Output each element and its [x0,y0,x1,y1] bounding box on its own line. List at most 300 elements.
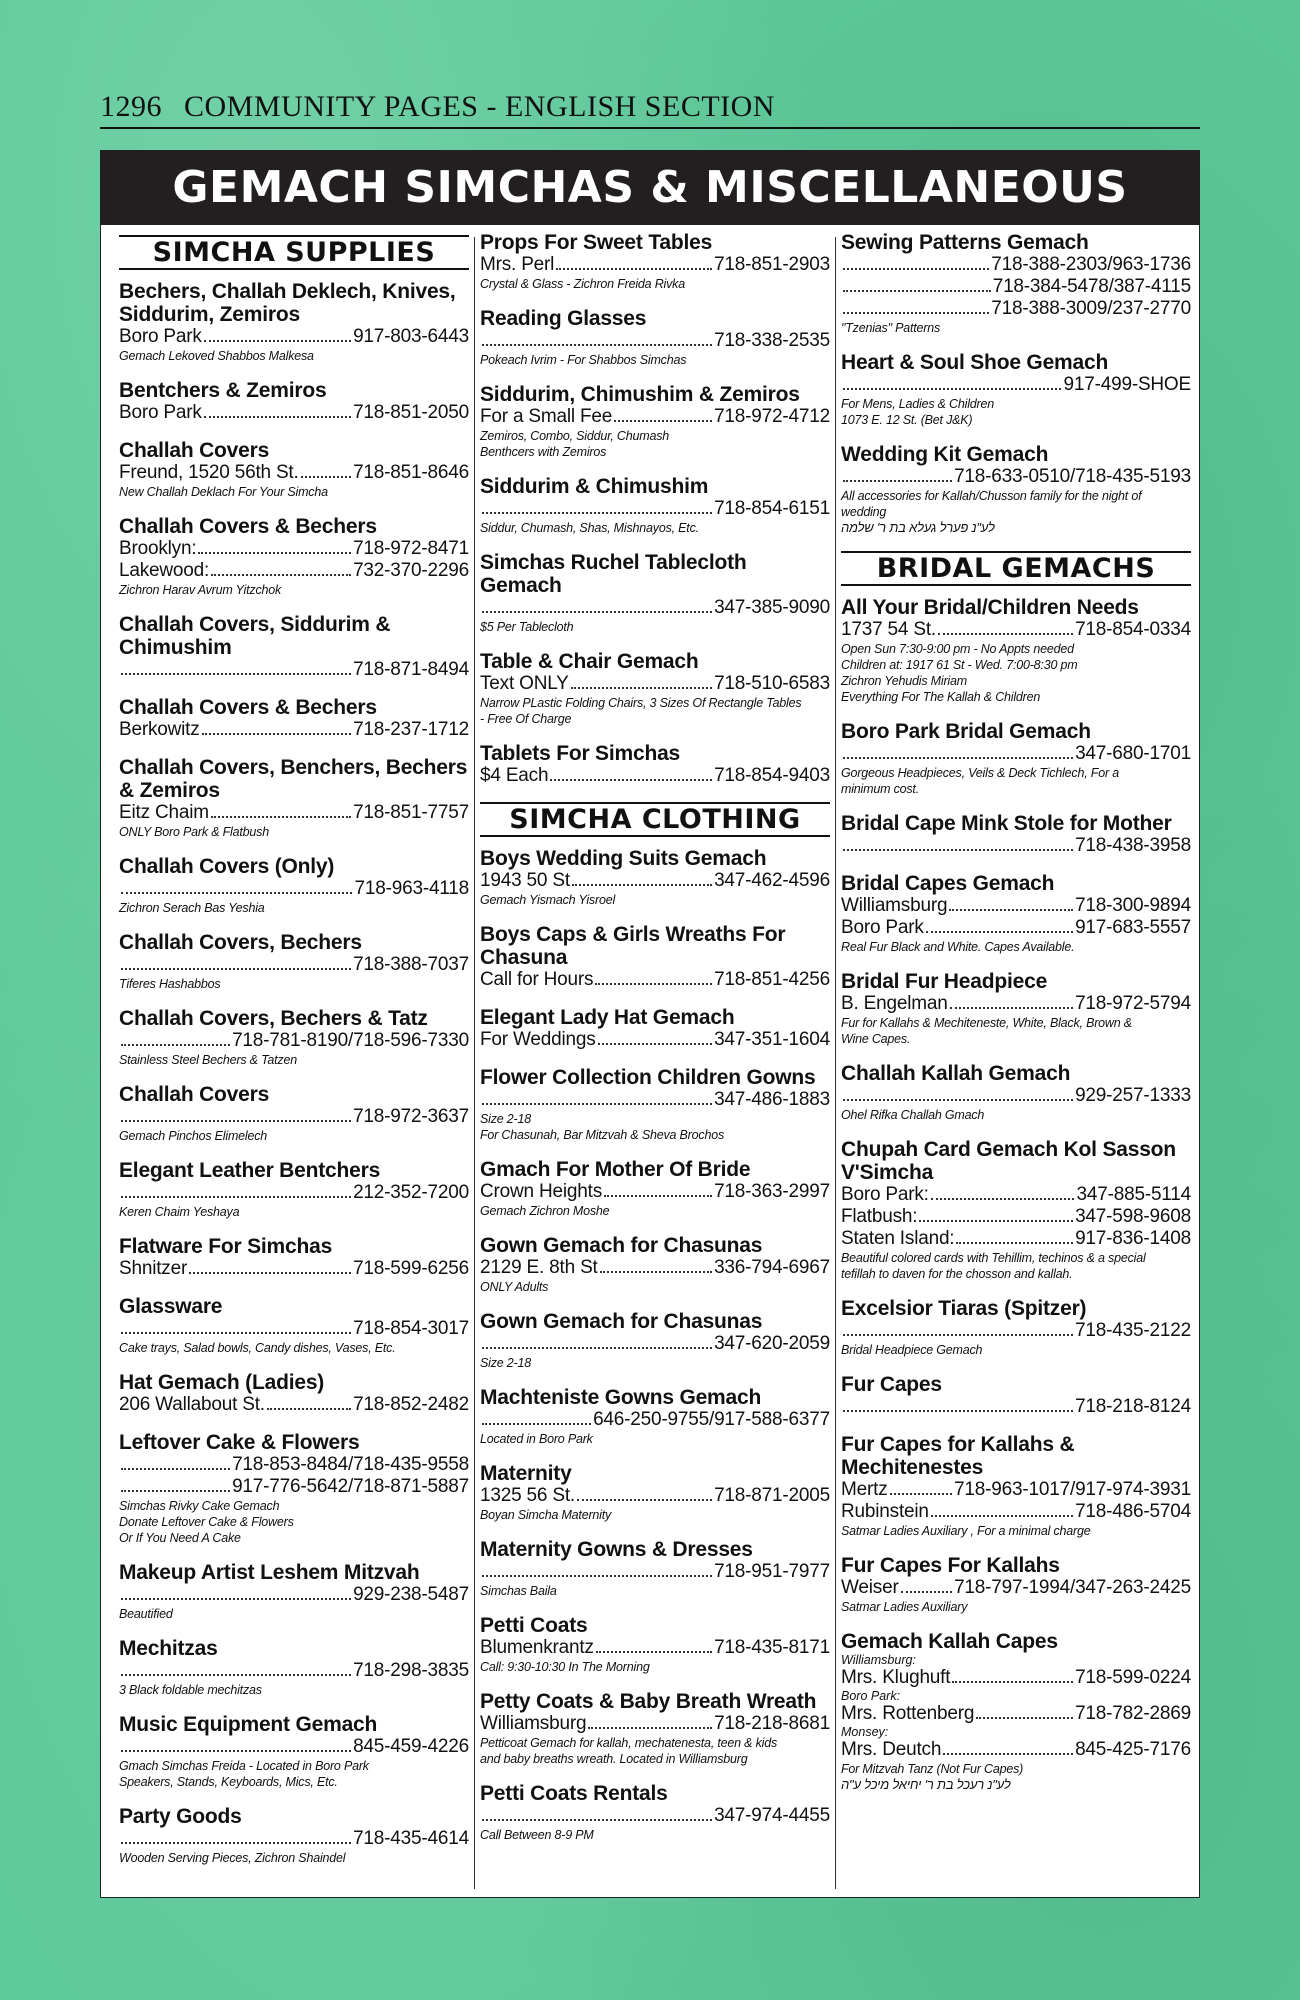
listing-entry [119,439,469,500]
phone-number: 347-351-1604 [714,1029,830,1050]
listing-name: Bridal Capes Gemach [841,872,1055,895]
dot-leader [198,552,351,554]
dot-leader [843,1099,1073,1101]
listing-entry [480,1462,830,1523]
listing-entry [841,1630,1191,1793]
listing-note: Gmach Simchas Freida - Located in Boro Park [119,1759,369,1773]
listing-label: For a Small Fee [480,406,613,427]
listing-entry [119,515,469,598]
phone-number: 347-620-2059 [714,1333,830,1354]
phone-number: 718-298-3835 [353,1660,469,1681]
section-heading-simcha-clothing: SIMCHA CLOTHING [480,802,830,837]
page-header [100,90,1200,124]
listing-name: Maternity Gowns & Dresses [480,1538,753,1561]
listing-note: 1073 E. 12 St. (Bet J&K) [841,413,973,427]
listing-line [480,1333,830,1355]
listing-line [841,1320,1191,1342]
listing-line [841,374,1191,396]
dot-leader [604,1195,712,1197]
listing-note: Children at: 1917 61 St - Wed. 7:00-8:30 pm [841,658,1078,672]
listing-note: Stainless Steel Bechers & Tatzen [119,1053,297,1067]
listing-name: Challah Covers [119,1083,270,1106]
phone-number: 718-338-2535 [714,330,830,351]
listing-note: Real Fur Black and White. Capes Available. [841,940,1075,954]
listing-label: 2129 E. 8th St [480,1257,598,1278]
dot-leader [482,1819,712,1821]
listing-entry [480,307,830,368]
listing-entry [119,1235,469,1280]
phone-number: 917-836-1408 [1075,1228,1191,1249]
listing-entry [480,231,830,292]
phone-number: 845-459-4226 [353,1736,469,1757]
listing-note: Cake trays, Salad bowls, Candy dishes, Vases, Etc. [119,1341,396,1355]
dot-leader [121,1490,230,1492]
listing-entry [119,696,469,741]
listing-line [480,870,830,892]
listing-entry [480,1006,830,1051]
listing-label: Crown Heights [480,1181,603,1202]
listing-entry [841,812,1191,857]
listing-name: Gmach For Mother Of Bride [480,1158,751,1181]
listing-label: Mrs. Deutch [841,1739,942,1760]
listing-line [119,659,469,681]
listing-entry [480,742,830,787]
listing-line [841,466,1191,488]
listing-entry [841,231,1191,336]
phone-number: 718-972-3637 [353,1106,469,1127]
dot-leader [943,1753,1073,1755]
dot-leader [121,1842,351,1844]
phone-number: 917-683-5557 [1075,917,1191,938]
listing-line [480,1257,830,1279]
listing-note: Speakers, Stands, Keyboards, Mics, Etc. [119,1775,338,1789]
dot-leader [121,1196,351,1198]
listing-name: Challah Covers & Bechers [119,696,377,719]
listing-note: All accessories for Kallah/Chusson family for the night of [841,489,1142,503]
listing-note: Or If You Need A Cake [119,1531,241,1545]
dot-leader [189,1272,351,1274]
header-rule [100,127,1200,129]
dot-leader [482,611,712,613]
dot-leader [843,480,952,482]
listing-note: Beautiful colored cards with Tehillim, techinos & a special [841,1251,1146,1265]
phone-number: 718-797-1994/347-263-2425 [954,1577,1191,1598]
listing-entry [480,1386,830,1447]
listing-note: Tiferes Hashabbos [119,977,221,991]
listing-note: Gemach Pinchos Elimelech [119,1129,268,1143]
listing-name: Props For Sweet Tables [480,231,713,254]
dot-leader [556,268,712,270]
gemach-kallah-capes-entry [841,1630,1191,1793]
listing-entry [119,1007,469,1068]
bridal-gemachs-list [841,596,1191,1615]
listing-note: Call: 9:30-10:30 In The Morning [480,1660,650,1674]
listing-note: ONLY Adults [480,1280,549,1294]
dot-leader [482,1575,712,1577]
listing-name: Challah Covers, Bechers [119,931,362,954]
listing-line [480,1805,830,1827]
dot-leader [211,816,351,818]
listing-name: Fur Capes For Kallahs [841,1554,1060,1577]
phone-number: 718-486-5704 [1075,1501,1191,1522]
dot-leader [956,1242,1073,1244]
listing-name: Boys Wedding Suits Gemach [480,847,767,870]
listing-line [119,1182,469,1204]
dot-leader [121,1674,351,1676]
listing-line [480,1637,830,1659]
listing-note: Narrow PLastic Folding Chairs, 3 Sizes Of Rectangle Tables [480,696,802,710]
listing-line [841,1396,1191,1418]
listing-note: Size 2-18 [480,1356,532,1370]
listing-name: Challah Covers, Bechers & Tatz [119,1007,428,1030]
listing-line [480,1409,830,1431]
listing-line [841,1184,1191,1206]
listing-name: Tablets For Simchas [480,742,681,765]
dot-leader [843,1410,1073,1412]
dot-leader [550,779,712,781]
phone-number: 718-633-0510/718-435-5193 [954,466,1191,487]
listing-entry [480,847,830,908]
phone-number: 718-300-9894 [1075,895,1191,916]
listing-note: Gorgeous Headpieces, Veils & Deck Tichlech, For a [841,766,1119,780]
listing-label: $4 Each [480,765,549,786]
phone-number: 718-851-2050 [353,402,469,423]
listing-line [119,802,469,824]
listing-entry [480,475,830,536]
listing-line [119,1660,469,1682]
phone-number: 917-803-6443 [353,326,469,347]
listing-entry [480,1158,830,1219]
listing-line [480,1029,830,1051]
phone-number: 718-599-6256 [353,1258,469,1279]
listing-line [119,1394,469,1416]
listing-line [841,254,1191,276]
listing-note: Petticoat Gemach for kallah, mechatenesta, teen & kids [480,1736,778,1750]
listing-name: Challah Kallah Gemach [841,1062,1071,1085]
listing-label: Text ONLY [480,673,569,694]
dot-leader [202,733,352,735]
listing-name: Party Goods [119,1805,242,1828]
listing-line [119,402,469,424]
column-divider [835,237,836,1889]
listing-note: For Mitzvah Tanz (Not Fur Capes) [841,1762,1024,1776]
listing-label: 1325 56 St. [480,1485,575,1506]
listing-line [841,743,1191,765]
listing-note: Keren Chaim Yeshaya [119,1205,240,1219]
listing-name: Petti Coats Rentals [480,1782,668,1805]
listing-line [841,895,1191,917]
phone-number: 718-435-2122 [1075,1320,1191,1341]
listing-line [119,326,469,348]
listing-note: Gemach Zichron Moshe [480,1204,610,1218]
listing-label: Staten Island: [841,1228,955,1249]
dot-leader [572,884,712,886]
listing-note: Boyan Simcha Maternity [480,1508,612,1522]
listing-note: Zichron Harav Avrum Yitzchok [119,583,282,597]
listing-name: Bridal Cape Mink Stole for Mother [841,812,1172,835]
listing-name: Sewing Patterns Gemach [841,231,1089,254]
listing-name: Challah Covers, Benchers, Bechers & Zemiros [119,756,468,802]
listing-note: ONLY Boro Park & Flatbush [119,825,269,839]
dot-leader [301,476,351,478]
listing-line [841,276,1191,298]
listing-name: Reading Glasses [480,307,647,330]
phone-number: 718-963-4118 [354,878,469,899]
phone-number: 718-871-8494 [353,659,469,680]
dot-leader [950,1007,1073,1009]
column-1 [119,231,469,1897]
listing-label: Boro Park [119,326,202,347]
listing-line [480,254,830,276]
listing-line [480,969,830,991]
dot-leader [976,1717,1073,1719]
listing-label: Flatbush: [841,1206,918,1227]
dot-leader [121,1044,230,1046]
phone-number: 347-974-4455 [714,1805,830,1826]
listing-label: 206 Wallabout St. [119,1394,265,1415]
listing-label: 1737 54 St. [841,619,936,640]
listing-label: For Weddings [480,1029,596,1050]
listing-line [119,1106,469,1128]
dot-leader [843,290,991,292]
dot-leader [482,512,712,514]
listing-note: Crystal & Glass - Zichron Freida Rivka [480,277,685,291]
listing-label: Weiser [841,1577,899,1598]
listing-line [841,1501,1191,1523]
listing-entry [480,1538,830,1599]
listing-label: Boro Park [841,917,924,938]
dot-leader [267,1408,351,1410]
listing-label: Boro Park [119,402,202,423]
page-number: 1296 [100,90,162,123]
listing-label: 1943 50 St [480,870,570,891]
listing-line [480,1181,830,1203]
phone-number: 917-499-SHOE [1063,374,1191,395]
simcha-clothing-list [480,847,830,1843]
phone-number: 718-854-9403 [714,765,830,786]
listing-label: Berkowitz [119,719,200,740]
listing-entry [119,1805,469,1866]
dot-leader [588,1727,712,1729]
listing-label: Mrs. Klughuft [841,1667,951,1688]
listing-label: Shnitzer [119,1258,188,1279]
listing-label: Mrs. Rottenberg [841,1703,975,1724]
listing-name: Challah Covers [119,439,270,462]
listing-name: Music Equipment Gemach [119,1713,378,1736]
listing-label: Lakewood: [119,560,210,581]
listing-label: Rubinstein [841,1501,929,1522]
listing-name: Siddurim, Chimushim & Zemiros [480,383,800,406]
listing-line [119,1258,469,1280]
phone-number: 718-851-7757 [353,802,469,823]
listing-name: Hat Gemach (Ladies) [119,1371,325,1394]
listing-note: and baby breaths wreath. Located in Williamsburg [480,1752,748,1766]
listing-entry [480,1310,830,1371]
section-heading-simcha-supplies: SIMCHA SUPPLIES [119,235,469,270]
phone-number: 718-951-7977 [714,1561,830,1582]
listing-entry [841,1433,1191,1539]
listing-entry [480,551,830,635]
listing-note: Size 2-18 [480,1112,532,1126]
listing-entry [119,1295,469,1356]
listing-entry [841,443,1191,536]
listing-note: Wooden Serving Pieces, Zichron Shaindel [119,1851,346,1865]
dot-leader [121,968,351,970]
dot-leader [926,931,1073,933]
phone-number: 718-854-3017 [353,1318,469,1339]
listing-note: wedding [841,505,887,519]
listing-label: Williamsburg [480,1713,587,1734]
phone-number: 929-238-5487 [353,1584,469,1605]
listing-note: "Tzenias" Patterns [841,321,941,335]
listing-label: Williamsburg [841,895,948,916]
phone-number: 845-425-7176 [1075,1739,1191,1760]
dot-leader [843,268,989,270]
dot-leader [121,1120,351,1122]
dot-leader [121,1750,351,1752]
listing-label: Blumenkrantz [480,1637,594,1658]
listing-note: Ohel Rifka Challah Gmach [841,1108,985,1122]
phone-number: 718-851-4256 [714,969,830,990]
dot-leader [938,633,1073,635]
listing-entry [119,1159,469,1220]
listing-note: For Mens, Ladies & Children [841,397,995,411]
listing-entry [480,1690,830,1767]
dot-leader [482,1423,591,1425]
dot-leader [949,909,1073,911]
listing-line [119,878,469,900]
dot-leader [901,1591,952,1593]
listing-name: Challah Covers, Siddurim & Chimushim [119,613,391,659]
area-label: Monsey: [841,1725,889,1739]
listing-entry [841,1373,1191,1418]
area-label: Boro Park: [841,1689,901,1703]
dot-leader [931,1515,1073,1517]
listing-line [480,1485,830,1507]
listing-name: Gown Gemach for Chasunas [480,1310,763,1333]
dot-leader [843,312,989,314]
listing-entry [119,1561,469,1622]
phone-number: 718-363-2997 [714,1181,830,1202]
listing-name: Bechers, Challah Deklech, Knives, Siddurim, Zemiros [119,280,456,326]
phone-number: 718-599-0224 [1075,1667,1191,1688]
phone-number: 347-680-1701 [1075,743,1191,764]
listing-name: Challah Covers (Only) [119,855,335,878]
listing-name: Chupah Card Gemach Kol Sasson V'Simcha [841,1138,1176,1184]
listing-name: Flower Collection Children Gowns [480,1066,816,1089]
listing-entry [841,596,1191,705]
listing-line [119,1584,469,1606]
listing-note: New Challah Deklach For Your Simcha [119,485,328,499]
listing-label: Eitz Chaim [119,802,209,823]
listing-note: Pokeach Ivrim - For Shabbos Simchas [480,353,687,367]
listing-name: Wedding Kit Gemach [841,443,1049,466]
area-label: Williamsburg: [841,1653,916,1667]
listing-label: Boro Park: [841,1184,929,1205]
clothing-list-continued [841,231,1191,536]
phone-number: 718-237-1712 [353,719,469,740]
dot-leader [843,849,1073,851]
listing-name: Gemach Kallah Capes [841,1630,1058,1653]
listing-line [480,1713,830,1735]
dot-leader [204,416,351,418]
listing-name: Table & Chair Gemach [480,650,699,673]
listing-name: Bridal Fur Headpiece [841,970,1048,993]
listing-entry [841,351,1191,428]
dot-leader [577,1499,712,1501]
listing-line [480,597,830,619]
listing-label: B. Engelman [841,993,948,1014]
listing-note: Call Between 8-9 PM [480,1828,594,1842]
listing-note: Beautified [119,1607,173,1621]
main-title: GEMACH SIMCHAS & MISCELLANEOUS [101,151,1199,225]
dot-leader [614,420,712,422]
listing-line [841,1667,1191,1689]
phone-number: 718-851-2903 [714,254,830,275]
listing-line [119,1828,469,1850]
phone-number: 347-486-1883 [714,1089,830,1110]
simcha-supplies-list-continued [480,231,830,787]
phone-number: 718-963-1017/917-974-3931 [954,1479,1191,1500]
listing-line [841,917,1191,939]
dot-leader [204,340,351,342]
phone-number: 718-510-6583 [714,673,830,694]
dot-leader [598,1043,713,1045]
listing-name: Petty Coats & Baby Breath Wreath [480,1690,817,1713]
phone-number: 718-218-8124 [1075,1396,1191,1417]
phone-number: 929-257-1333 [1075,1085,1191,1106]
listing-name: Siddurim & Chimushim [480,475,709,498]
hebrew-dedication: לע"נ פערל געלא בת ר' שלמה [841,520,995,535]
section-heading-bridal-gemachs: BRIDAL GEMACHS [841,551,1191,586]
listing-note: Gemach Lekoved Shabbos Malkesa [119,349,314,363]
listing-entry [119,613,469,681]
listing-line [841,1228,1191,1250]
phone-number: 718-435-8171 [714,1637,830,1658]
phone-number: 718-384-5478/387-4115 [992,276,1191,297]
dot-leader [571,687,712,689]
listing-entry [841,720,1191,797]
listing-entry [480,650,830,727]
listing-line [119,954,469,976]
listing-label: Freund, 1520 56th St. [119,462,299,483]
listing-line [480,406,830,428]
listing-name: Challah Covers & Bechers [119,515,377,538]
phone-number: 718-782-2869 [1075,1703,1191,1724]
listing-entry [480,1782,830,1843]
phone-number: 718-854-0334 [1075,619,1191,640]
listing-entry [119,1083,469,1144]
listing-entry [841,1554,1191,1615]
listing-line [480,1089,830,1111]
listing-line [119,1454,469,1476]
listing-entry [119,855,469,916]
dot-leader [843,757,1073,759]
phone-number: 718-388-7037 [353,954,469,975]
dot-leader [600,1271,712,1273]
listing-line [119,1318,469,1340]
listing-label: Mrs. Perl [480,254,555,275]
listing-entry [119,931,469,992]
column-2 [480,231,830,1897]
listing-name: Boro Park Bridal Gemach [841,720,1091,743]
listing-entry [119,1713,469,1790]
listing-line [119,1030,469,1052]
listing-name: Mechitzas [119,1637,218,1660]
listing-note: Donate Leftover Cake & Flowers [119,1515,294,1529]
dot-leader [121,892,352,894]
phone-number: 347-385-9090 [714,597,830,618]
